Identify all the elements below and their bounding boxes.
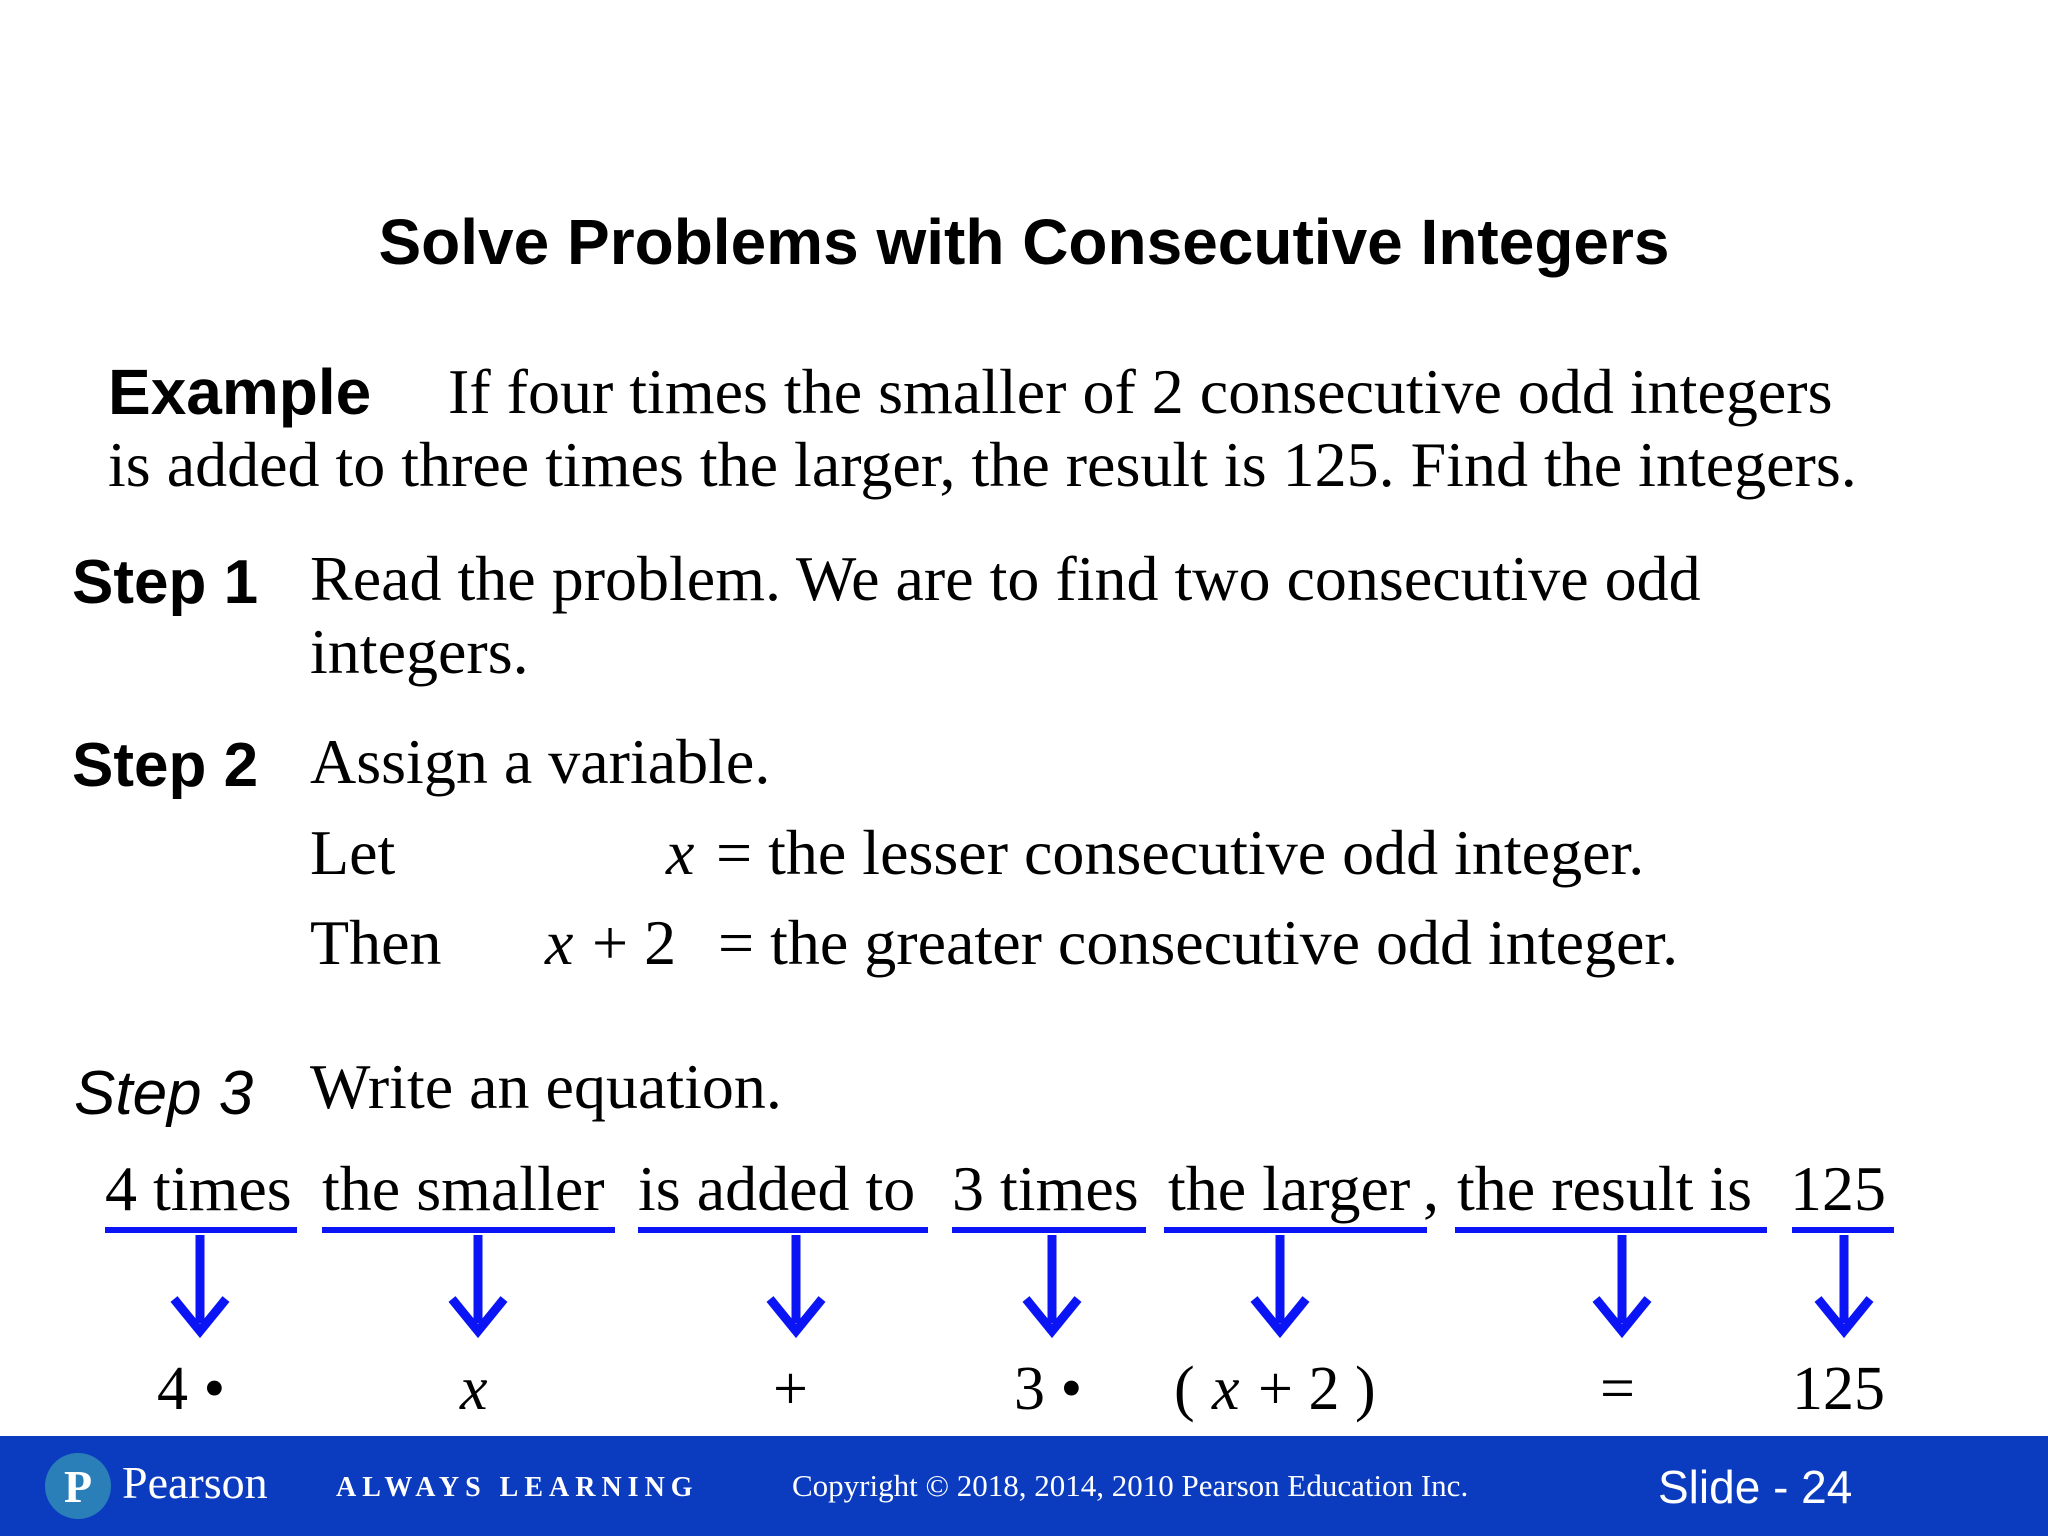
down-arrow-icon <box>1248 1233 1312 1339</box>
equation-term-plus: + <box>773 1355 808 1423</box>
equation-term-paren-rest: + 2 ) <box>1258 1355 1376 1423</box>
pearson-brand: Pearson <box>122 1457 268 1508</box>
down-arrow-icon <box>1020 1233 1084 1339</box>
step-1-line-2: integers. <box>310 616 529 687</box>
phrase-the-larger: the larger <box>1168 1153 1411 1224</box>
slide-number: Slide - 24 <box>1658 1461 1853 1513</box>
step-3-line-1: Write an equation. <box>310 1051 782 1122</box>
then-variable: x <box>545 907 574 978</box>
equation-term-3: 3 • <box>1014 1355 1083 1423</box>
down-arrow-icon <box>446 1233 510 1339</box>
equation-term-paren-var: x <box>1212 1355 1240 1423</box>
let-word: Let <box>310 817 396 888</box>
footer-tagline: ALWAYS LEARNING <box>336 1472 699 1503</box>
equation-term-4: 4 • <box>157 1355 226 1423</box>
example-label: Example <box>108 356 372 428</box>
example-line-1: If four times the smaller of 2 consecutive odd integers <box>448 356 1833 427</box>
phrase-the-result-is: the result is <box>1457 1153 1753 1224</box>
phrase-125: 125 <box>1790 1153 1886 1224</box>
step-1-label: Step 1 <box>72 548 259 617</box>
svg-text:P: P <box>63 1461 93 1512</box>
down-arrow-icon <box>1812 1233 1876 1339</box>
pearson-logo-icon <box>44 1452 112 1520</box>
down-arrow-icon <box>168 1233 232 1339</box>
step-2-line-1: Assign a variable. <box>310 726 771 797</box>
let-definition: = the lesser consecutive odd integer. <box>716 817 1645 888</box>
step-3-label: Step 3 <box>74 1059 254 1128</box>
step-1-line-1: Read the problem. We are to find two consecutive odd <box>310 543 1701 614</box>
equation-term-125: 125 <box>1792 1355 1885 1423</box>
slide-title: Solve Problems with Consecutive Integers <box>378 206 1670 278</box>
equation-term-paren-open: ( <box>1174 1355 1195 1423</box>
down-arrow-icon <box>1590 1233 1654 1339</box>
equation-term-equals: = <box>1600 1355 1635 1423</box>
equation-term-x: x <box>460 1355 488 1423</box>
phrase-4-times: 4 times <box>105 1153 292 1224</box>
step-2-label: Step 2 <box>72 731 259 800</box>
example-line-2: is added to three times the larger, the result is 125. Find the integers. <box>108 429 1857 500</box>
down-arrow-icon <box>764 1233 828 1339</box>
phrase-is-added-to: is added to <box>638 1153 916 1224</box>
phrase-3-times: 3 times <box>952 1153 1139 1224</box>
let-variable: x <box>666 817 695 888</box>
then-definition: = the greater consecutive odd integer. <box>718 907 1679 978</box>
footer-copyright: Copyright © 2018, 2014, 2010 Pearson Education Inc. <box>792 1468 1469 1503</box>
then-word: Then <box>310 907 442 978</box>
then-expression: + 2 <box>592 907 677 978</box>
footer-bar <box>0 1436 2048 1536</box>
phrase-the-smaller: the smaller <box>322 1153 605 1224</box>
phrase-comma: , <box>1423 1153 1439 1224</box>
